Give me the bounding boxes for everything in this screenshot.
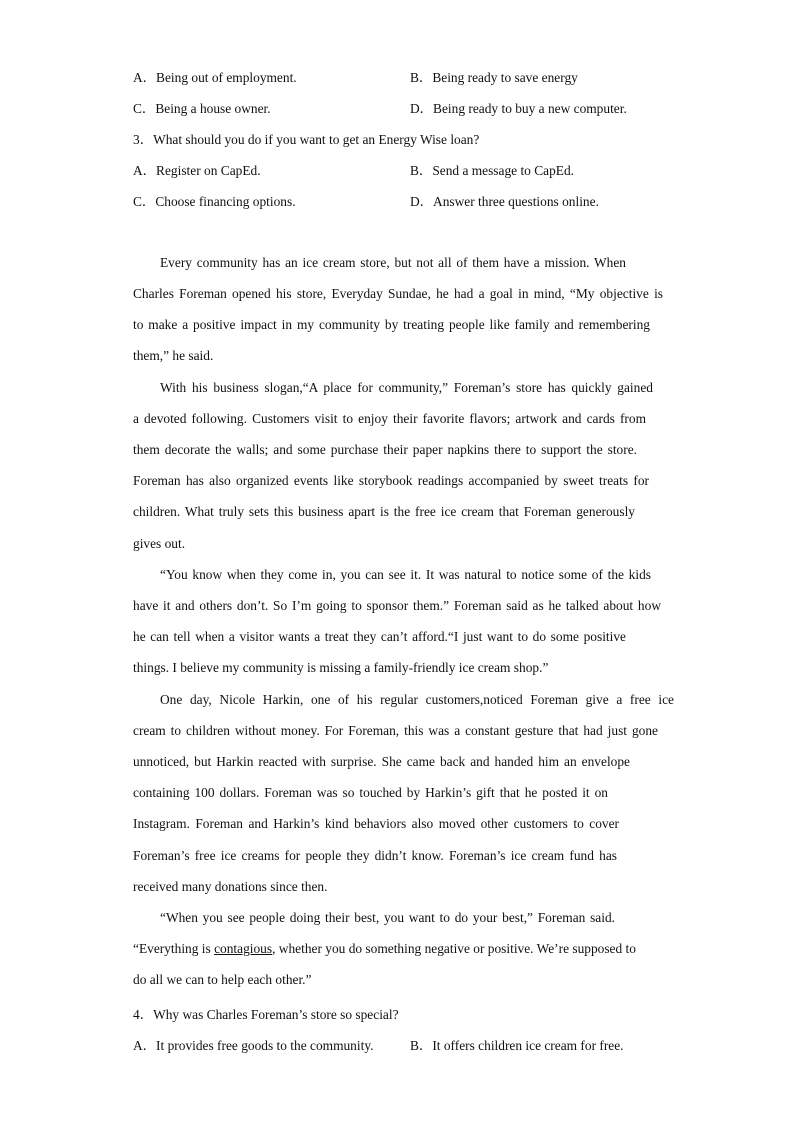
passage-line: children. What truly sets this business apart is the free ice cream that Foreman generously [133,504,635,519]
passage-line: received many donations since then. [133,879,328,894]
q2-option-b: B．Being ready to save energy [410,70,578,85]
passage-line: cream to children without money. For Foreman, this was a constant gesture that had just gone [133,723,658,738]
passage-line: “When you see people doing their best, you want to do your best,” Foreman said. [160,910,615,925]
q2-option-a: A．Being out of employment. [133,70,297,85]
passage-line: have it and others don’t. So I’m going to sponsor them.” Foreman said as he talked about how [133,598,661,613]
passage-line: gives out. [133,536,186,551]
q3-option-c: C．Choose financing options. [133,194,296,209]
q2-option-c: C．Being a house owner. [133,101,271,116]
passage-line: them,” he said. [133,348,214,363]
passage-text: “Everything is [133,941,215,956]
passage-line: them decorate the walls; and some purchase their paper napkins there to support the store. [133,442,637,457]
passage-line: “You know when they come in, you can see it. It was natural to notice some of the kids [160,567,651,582]
passage-line [133,941,663,957]
q2-option-d: D．Being ready to buy a new computer. [410,101,627,116]
passage-line: Foreman’s free ice creams for people they didn’t know. Foreman’s ice cream fund has [133,848,617,863]
passage-line: he can tell when a visitor wants a treat they can’t afford.“I just want to do some positive [133,629,626,644]
q3-question: 3．What should you do if you want to get an Energy Wise loan? [133,132,480,147]
passage-line: unnoticed, but Harkin reacted with surprise. She came back and handed him an envelope [133,754,630,769]
passage-line: to make a positive impact in my community by treating people like family and remembering [133,317,650,332]
passage-line: With his business slogan,“A place for community,” Foreman’s store has quickly gained [160,380,653,395]
passage-line: a devoted following. Customers visit to enjoy their favorite flavors; artwork and cards from [133,411,646,426]
passage-line: Charles Foreman opened his store, Everyday Sundae, he had a goal in mind, “My objective is [133,286,663,301]
q3-option-d: D．Answer three questions online. [410,194,599,209]
q3-option-a: A．Register on CapEd. [133,163,261,178]
passage-line: One day, Nicole Harkin, one of his regular customers,noticed Foreman give a free ice [160,692,674,707]
underlined-word: contagious [214,941,273,956]
passage-line: Every community has an ice cream store, but not all of them have a mission. When [160,255,626,270]
q4-question: 4．Why was Charles Foreman’s store so special? [133,1007,399,1022]
passage-line: Instagram. Foreman and Harkin’s kind behaviors also moved other customers to cover [133,816,619,831]
q4-option-b: B．It offers children ice cream for free. [410,1038,624,1053]
q4-option-a: A．It provides free goods to the community. [133,1038,374,1053]
passage-text: , whether you do something negative or positive. We’re supposed to [272,941,636,956]
q3-option-b: B．Send a message to CapEd. [410,163,575,178]
passage-line: things. I believe my community is missing a family-friendly ice cream shop.” [133,660,549,675]
passage-line: do all we can to help each other.” [133,972,312,987]
passage-line: Foreman has also organized events like storybook readings accompanied by sweet treats for [133,473,649,488]
passage-line: containing 100 dollars. Foreman was so touched by Harkin’s gift that he posted it on [133,785,608,800]
